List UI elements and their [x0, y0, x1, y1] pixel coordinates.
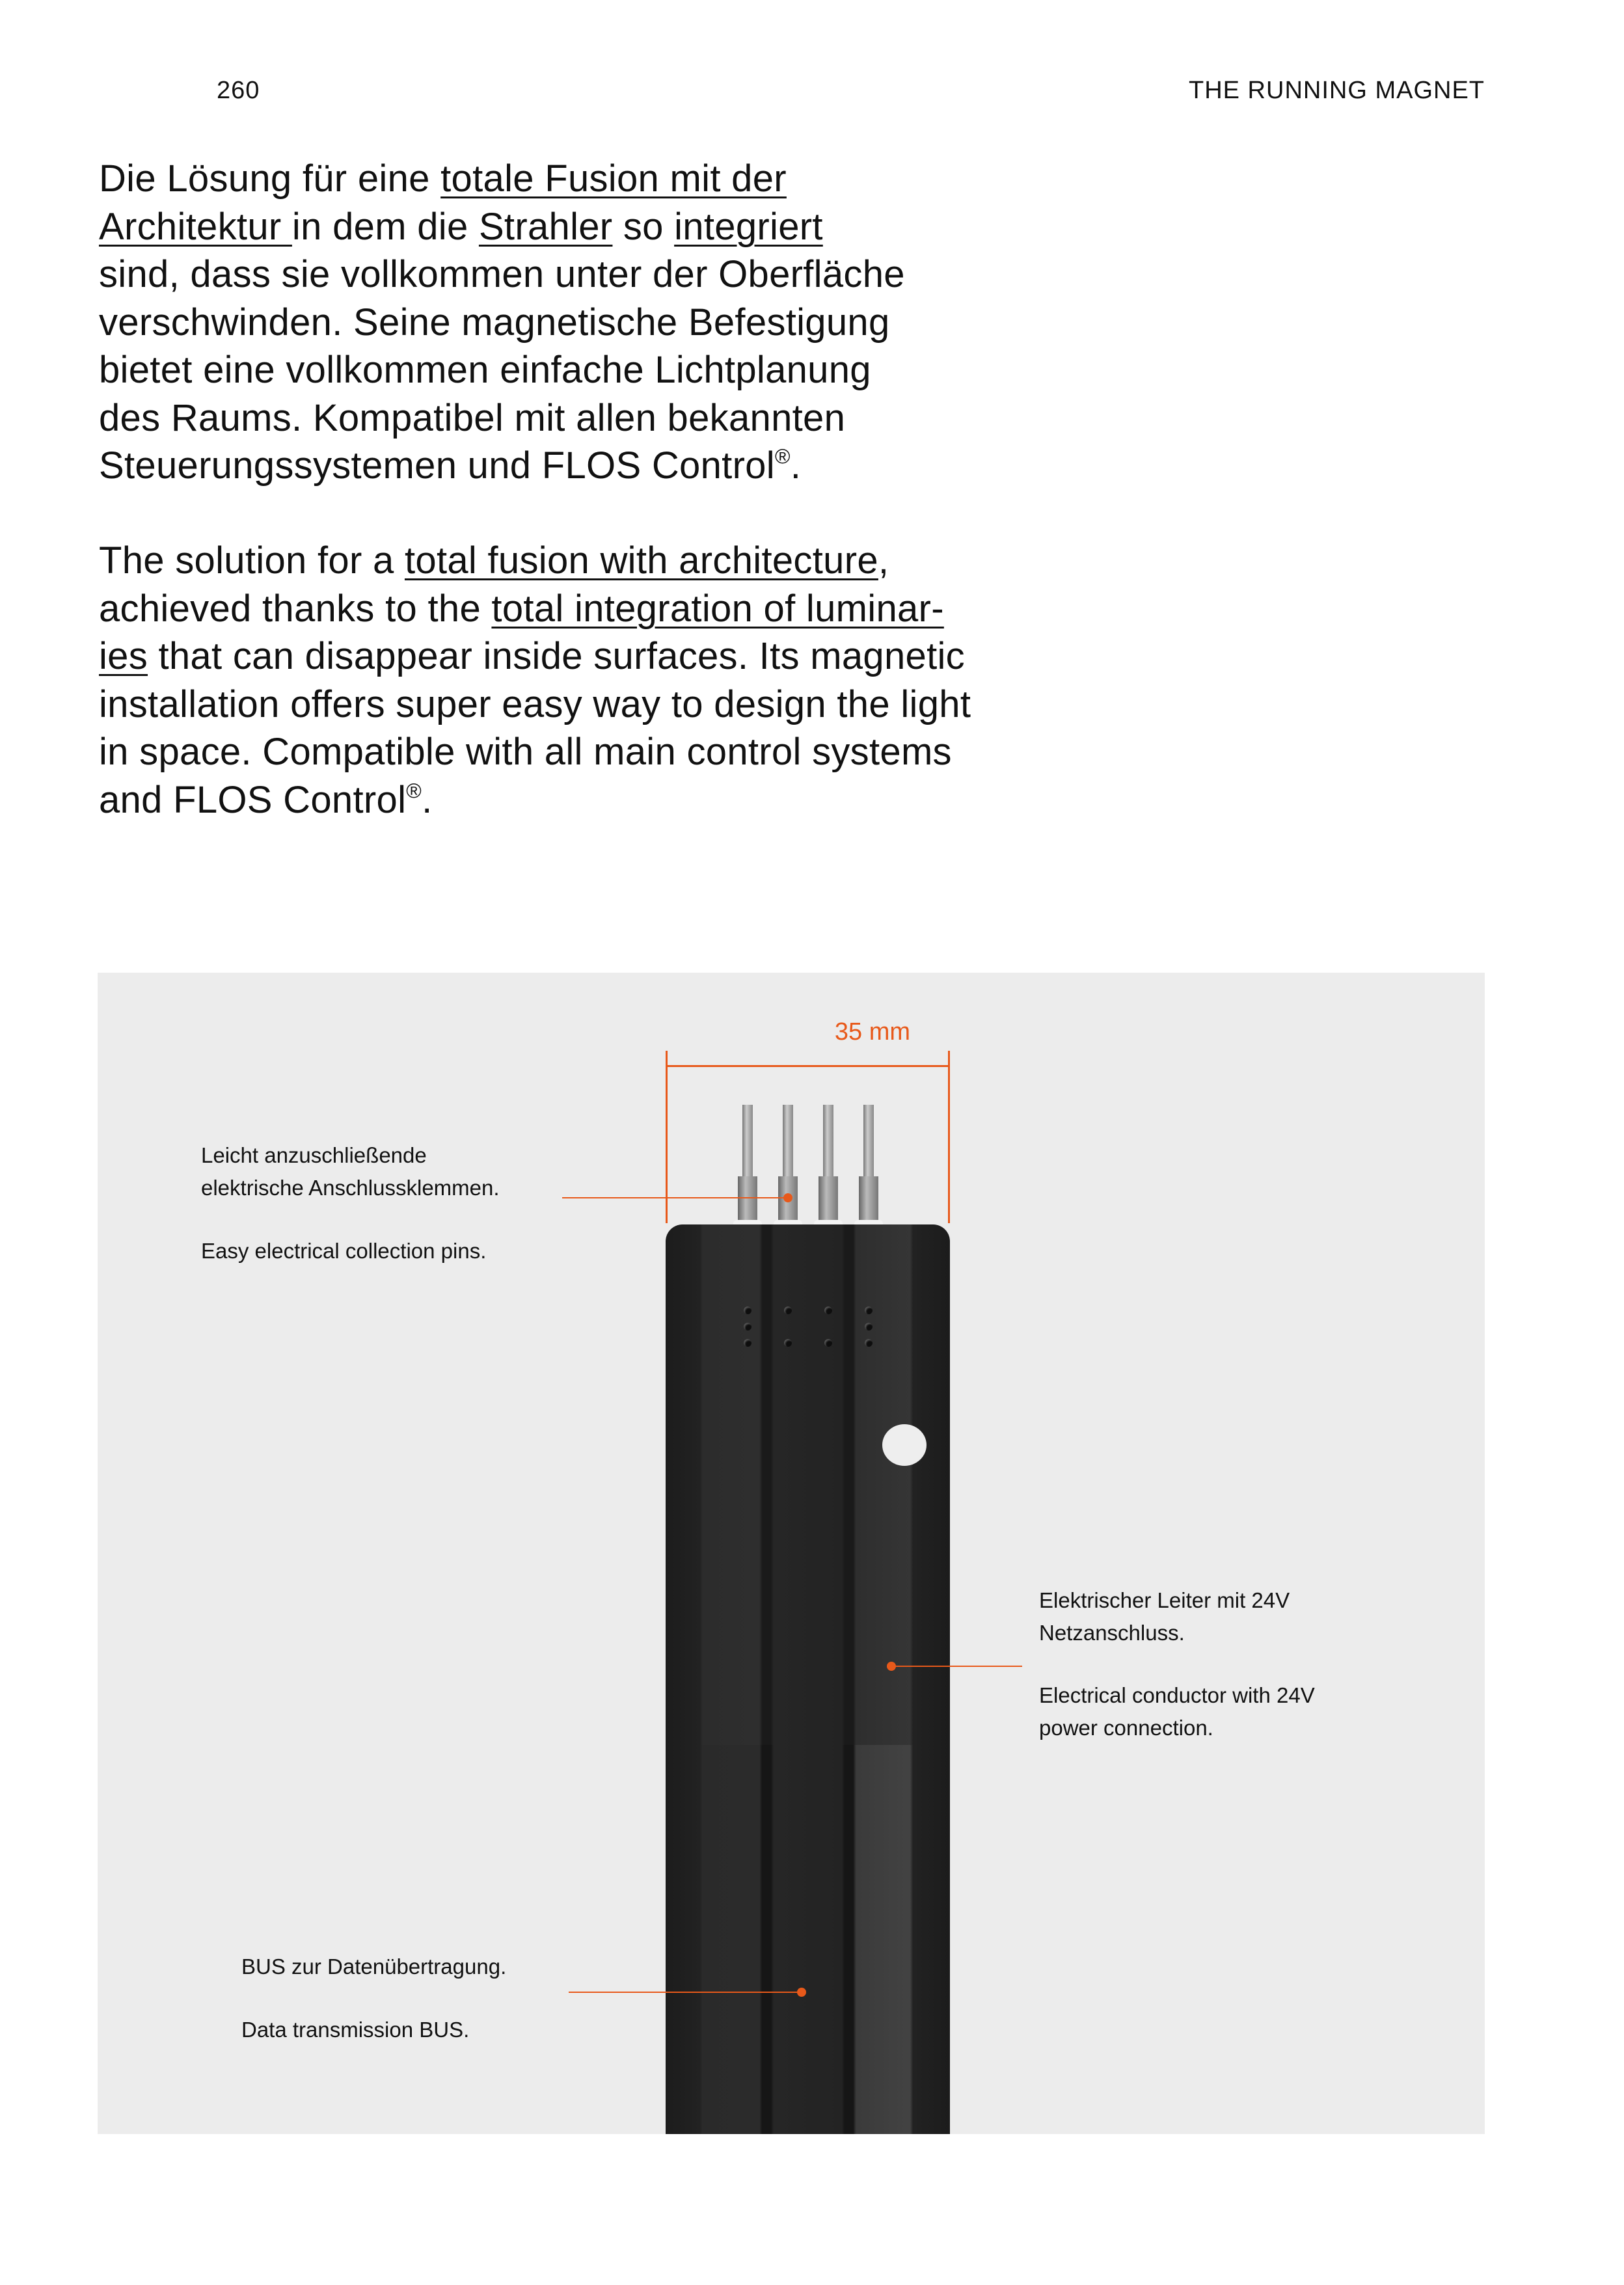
text-line [99, 776, 971, 824]
text-line [99, 632, 971, 681]
paragraph-english [99, 537, 971, 824]
text-segment: and FLOS Control [99, 778, 407, 821]
text-segment: The solution for a [99, 539, 405, 582]
conductor-leader-line [891, 1666, 1022, 1667]
text-segment: . [422, 778, 433, 821]
product-diagram [98, 973, 1485, 2134]
text-segment: des Raums. Kompatibel mit allen bekannten [99, 396, 846, 439]
text-line [99, 155, 905, 203]
indicator-dot [882, 1424, 927, 1466]
text-line [99, 203, 905, 251]
dimension-tick-right [948, 1051, 950, 1223]
text-line [99, 346, 905, 394]
paragraph-german [99, 155, 905, 490]
text-segment: in dem die [291, 205, 479, 248]
text-line [99, 728, 971, 776]
conductor-leader-dot [887, 1662, 896, 1671]
text-segment: verschwinden. Seine magnetische Befestigung [99, 301, 890, 344]
bus-label: BUS zur Datenübertragung. Data transmission BUS. [241, 1954, 507, 2042]
dimension-label: 35 mm [834, 1018, 911, 1046]
magnetic-track-module [666, 1224, 950, 2134]
running-title: THE RUNNING MAGNET [1189, 77, 1485, 104]
underlined-phrase: total fusion with architecture [404, 539, 878, 582]
text-line [99, 537, 971, 585]
underlined-phrase: Architektur [99, 205, 292, 248]
pins-label: Leicht anzuschließende elektrische Anschlussklemmen. Easy electrical collection pins. [201, 1143, 500, 1263]
text-segment: installation offers super easy way to design the light [99, 683, 971, 725]
text-segment: in space. Compatible with all main control systems [99, 731, 952, 773]
text-segment: so [612, 205, 675, 248]
page-number: 260 [217, 77, 260, 104]
conductor-label: Elektrischer Leiter mit 24V Netzanschluss. Electrical conductor with 24V power connection. [1039, 1588, 1315, 1740]
underlined-phrase: ies [99, 635, 148, 677]
text-line [99, 442, 905, 490]
underlined-phrase: totale Fusion mit der [440, 157, 787, 200]
underlined-phrase: Strahler [478, 205, 613, 248]
dimension-line [666, 1065, 950, 1067]
text-line [99, 299, 905, 347]
pins-leader-dot [783, 1193, 792, 1202]
text-line [99, 681, 971, 729]
text-segment: that can disappear inside surfaces. Its magnetic [148, 635, 965, 677]
bus-leader-line [569, 1992, 802, 1993]
pins-leader-line [562, 1197, 788, 1198]
text-line [99, 585, 971, 633]
underlined-phrase: integriert [674, 205, 823, 248]
text-segment: Die Lösung für eine [99, 157, 441, 200]
underlined-phrase: total integration of luminar- [491, 587, 944, 630]
text-segment: bietet eine vollkommen einfache Lichtplanung [99, 349, 871, 391]
text-segment: sind, dass sie vollkommen unter der Oberfläche [99, 253, 905, 295]
text-segment: Steuerungssystemen und FLOS Control [99, 444, 775, 487]
text-segment: , [878, 539, 889, 582]
text-segment: . [790, 444, 802, 487]
bus-leader-dot [797, 1988, 806, 1997]
registered-mark: ® [774, 444, 791, 468]
text-line [99, 250, 905, 299]
text-segment: achieved thanks to the [99, 587, 492, 630]
registered-mark: ® [406, 779, 422, 803]
text-line [99, 394, 905, 442]
